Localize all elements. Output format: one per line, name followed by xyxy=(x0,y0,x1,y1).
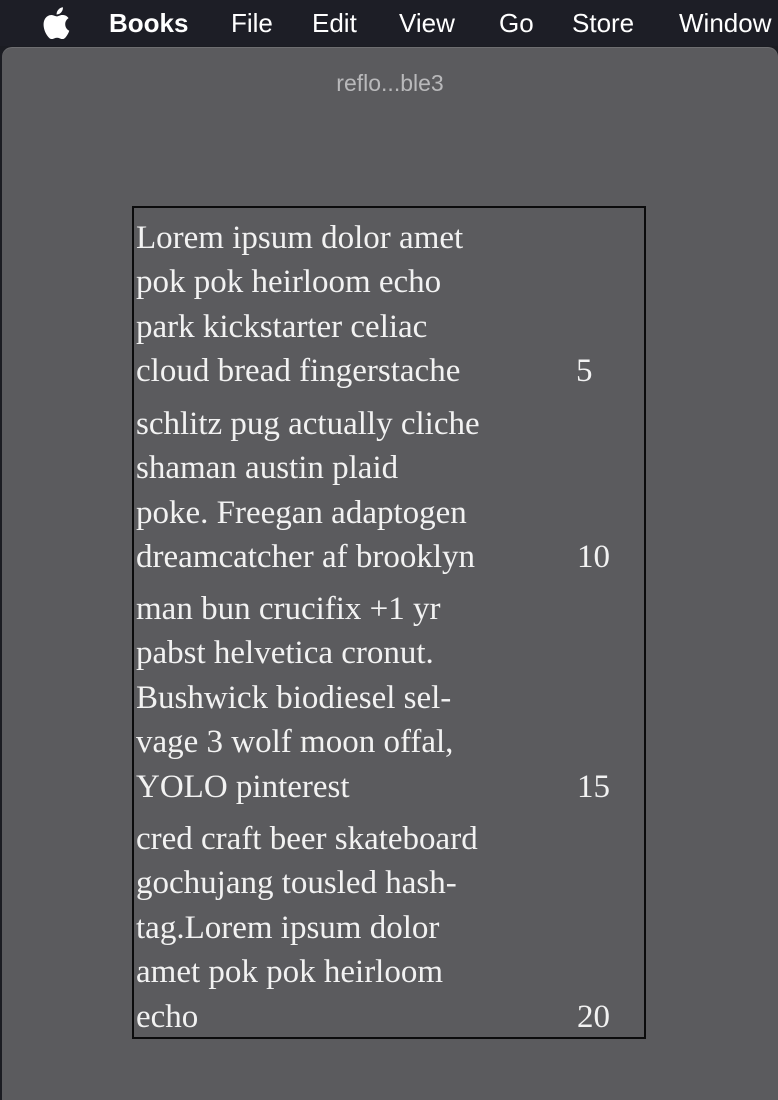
menu-go[interactable]: Go xyxy=(499,8,534,38)
window-title: reflo...ble3 xyxy=(336,70,444,96)
line-number: 15 xyxy=(577,769,610,805)
row-text: man bun crucifix +1 yr pabst helvetica cronut. Bushwick biodiesel sel- vage 3 wolf moon offal, YOLO pinterest xyxy=(136,591,454,805)
line-number: 20 xyxy=(577,999,610,1035)
menu-store[interactable]: Store xyxy=(572,8,635,38)
row-text: schlitz pug actually cliche shaman austin plaid poke. Freegan adaptogen dreamcatcher af brooklyn xyxy=(136,406,480,576)
menu-bar xyxy=(0,0,778,46)
menu-edit[interactable]: Edit xyxy=(312,8,357,38)
table-row xyxy=(134,216,644,396)
line-number: 5 xyxy=(576,353,593,389)
table-row xyxy=(134,817,644,1041)
row-text: Lorem ipsum dolor amet pok pok heirloom echo park kickstarter celiac cloud bread fingerstache xyxy=(136,220,464,390)
menu-view[interactable]: View xyxy=(399,8,455,38)
table-row xyxy=(134,587,644,811)
table-row xyxy=(134,402,644,582)
line-number: 10 xyxy=(577,539,610,575)
menu-books[interactable]: Books xyxy=(109,8,189,38)
apple-logo-icon[interactable] xyxy=(42,7,70,39)
row-text: cred craft beer skateboard gochujang tousled hash- tag.Lorem ipsum dolor amet pok pok heirloom echo xyxy=(136,821,478,1035)
book-table xyxy=(132,206,646,1039)
menu-file[interactable]: File xyxy=(231,8,273,38)
menu-window[interactable]: Window xyxy=(679,8,772,38)
book-window xyxy=(2,47,778,1100)
